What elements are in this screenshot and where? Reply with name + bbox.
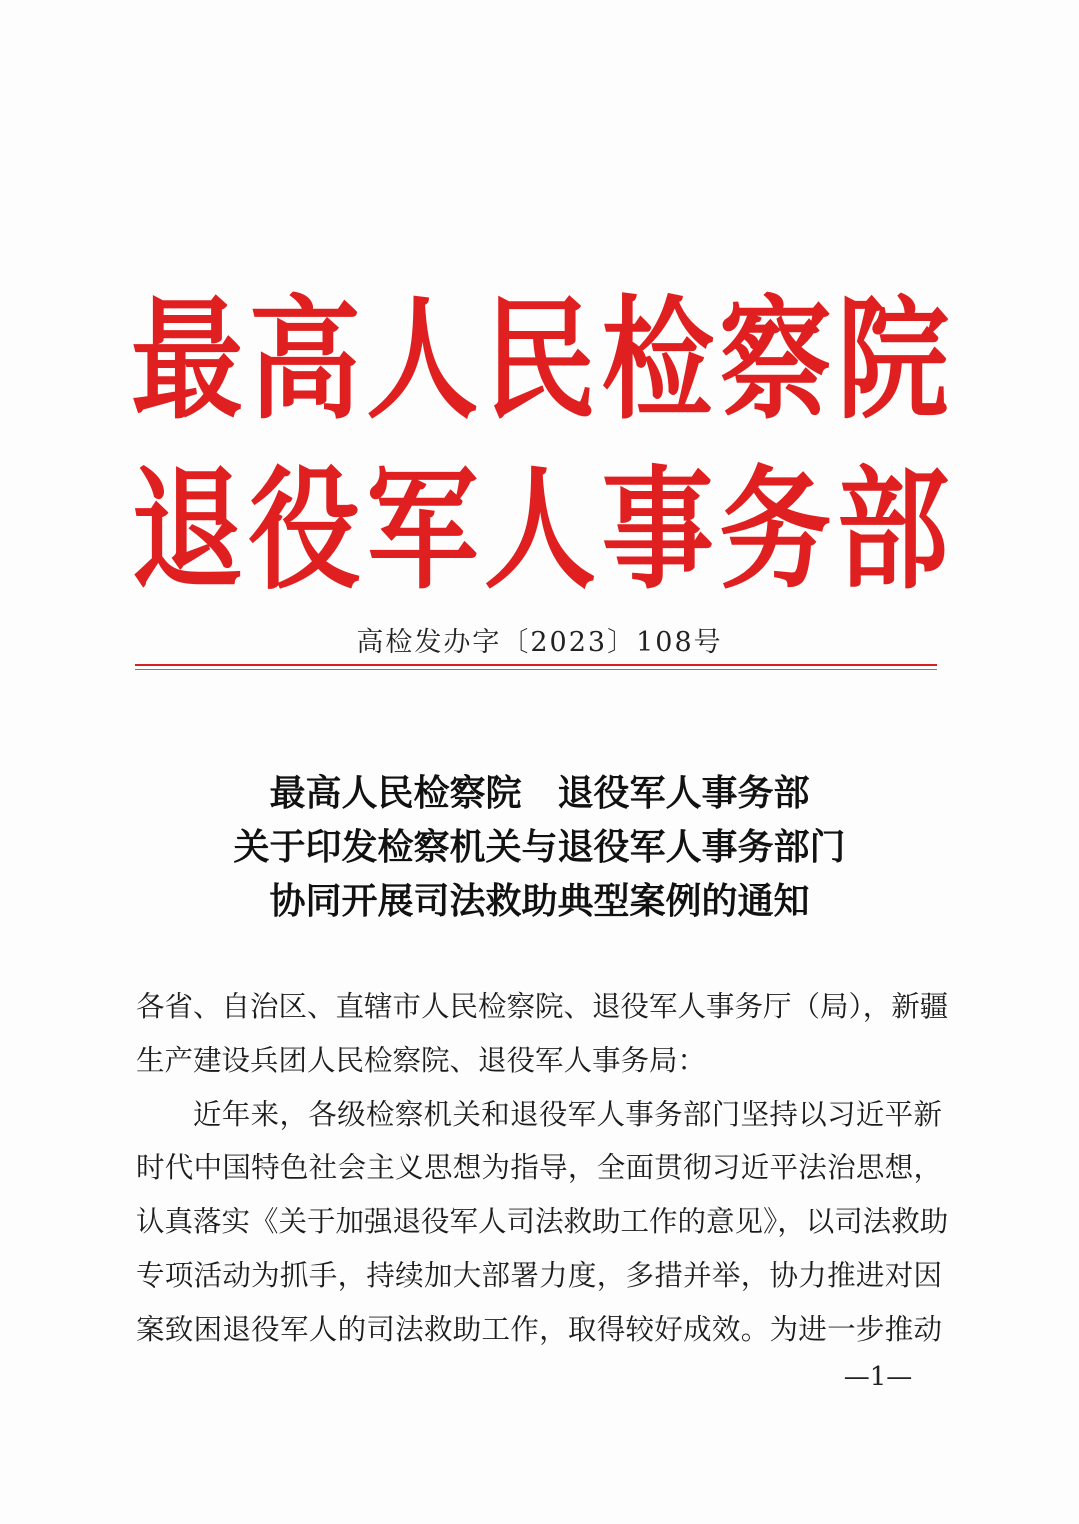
header-char: 事: [601, 453, 714, 608]
title-line-2: 关于印发检察机关与退役军人事务部门: [233, 826, 846, 868]
issuer-name-procuratorate: [130, 283, 950, 438]
title-line-1: 最高人民检察院 退役军人事务部: [269, 772, 810, 814]
title-line-3: 协同开展司法救助典型案例的通知: [269, 880, 810, 922]
addressee-line-1: 各省、自治区、直辖市人民检察院、退役军人事务厅（局），新疆: [136, 990, 949, 1023]
addressee-line-2: 生产建设兵团人民检察院、退役军人事务局：: [136, 1043, 707, 1077]
issuer-name-veterans-affairs: [130, 453, 950, 608]
paragraph-line-4: 专项活动为抓手，持续加大部署力度，多措并举，协力推进对因: [136, 1258, 942, 1292]
header-char: 军: [366, 453, 479, 608]
paragraph-line-3: 认真落实《关于加强退役军人司法救助工作的意见》，以司法救助: [136, 1205, 949, 1239]
header-char: 检: [601, 283, 714, 438]
header-char: 退: [131, 453, 243, 608]
header-char: 人: [366, 283, 479, 438]
page-number: —1—: [843, 1362, 913, 1392]
header-char: 人: [483, 453, 596, 608]
paragraph-line-5: 案致困退役军人的司法救助工作，取得较好成效。为进一步推动: [136, 1312, 942, 1346]
header-char: 最: [131, 283, 243, 438]
header-char: 高: [248, 283, 361, 438]
paragraph-line-2: 时代中国特色社会主义思想为指导，全面贯彻习近平法治思想，: [136, 1151, 942, 1185]
header-char: 察: [719, 283, 832, 438]
header-char: 院: [836, 283, 949, 438]
header-char: 民: [483, 283, 596, 438]
paragraph-line-1: 近年来，各级检察机关和退役军人事务部门坚持以习近平新: [193, 1097, 942, 1131]
header-char: 务: [719, 453, 832, 608]
red-separator-line-thin: [135, 669, 937, 670]
red-separator-line: [135, 664, 937, 666]
document-body: [136, 980, 949, 1357]
header-char: 役: [248, 453, 361, 608]
document-title: [0, 766, 1079, 928]
document-number: 高检发办字〔2023〕108号: [356, 627, 723, 658]
header-char: 部: [836, 453, 949, 608]
